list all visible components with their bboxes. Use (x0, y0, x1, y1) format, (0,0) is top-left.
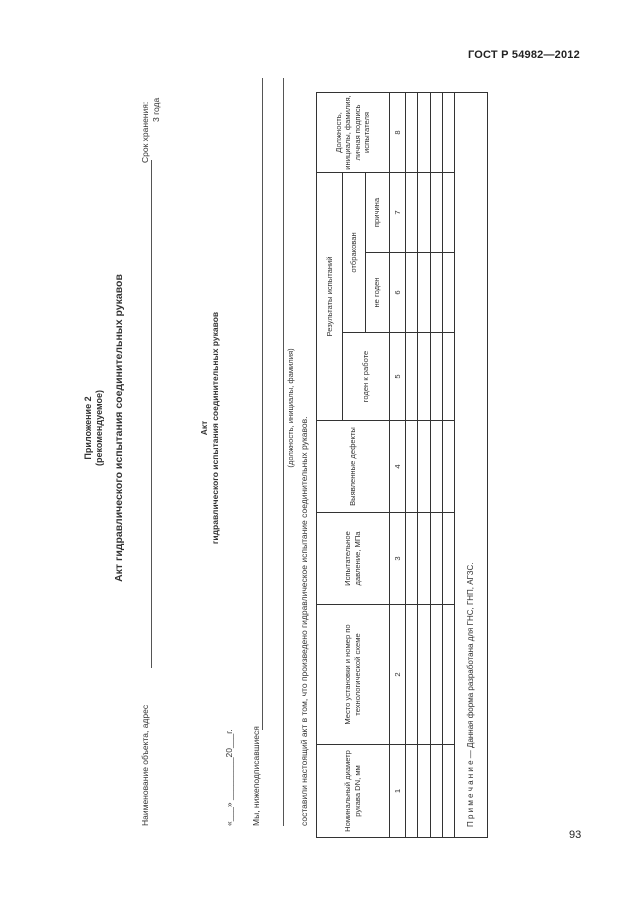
object-line (151, 160, 152, 668)
column-number: 1 (389, 745, 406, 838)
column-number: 6 (389, 253, 406, 333)
signers-hint: (должность, инициалы, фамилия) (286, 348, 295, 468)
header-diameter: Номинальный диаметр рукава DN, мм (317, 745, 390, 838)
column-number: 4 (389, 421, 406, 513)
signers-label: Мы, нижеподписавшиеся (251, 726, 261, 826)
column-number: 5 (389, 333, 406, 421)
test-results-table (316, 92, 488, 838)
note-row (454, 92, 487, 837)
appendix-title: Приложение 2 (83, 396, 93, 460)
table-row (442, 92, 454, 837)
column-number: 8 (389, 92, 406, 172)
signers-line (262, 78, 263, 730)
column-number: 2 (389, 605, 406, 745)
header-unfit: не годен (365, 253, 389, 333)
header-results: Результаты испытаний (317, 172, 343, 420)
column-number: 7 (389, 172, 406, 252)
header-fit: годен к работе (343, 333, 389, 421)
table-row (418, 92, 430, 837)
header-defects: Выявленные дефекты (317, 421, 390, 513)
standard-number: ГОСТ Р 54982—2012 (468, 49, 580, 61)
storage-label: Срок хранения: (140, 101, 150, 163)
appendix-status: (рекомендуемое) (94, 390, 104, 466)
storage-value: 3 года (151, 97, 161, 122)
table-row (430, 92, 442, 837)
appendix-heading: Акт гидравлического испытания соединительных рукавов (113, 274, 125, 582)
page-number: 93 (569, 829, 582, 841)
act-subtitle: гидравлического испытания соединительных рукавов (210, 311, 220, 545)
object-label: Наименование объекта, адрес (140, 704, 150, 826)
column-number: 3 (389, 513, 406, 605)
date-line: «___» _________20___г. (224, 729, 234, 826)
rotated-form (75, 18, 485, 838)
header-tester: Должность, инициалы, фамилия, личная подпись испытателя (317, 92, 390, 172)
header-pressure: Испытательное давление, МПа (317, 513, 390, 605)
note-label: П р и м е ч а н и е (465, 760, 475, 827)
header-location: Место установки и номер по технологической схеме (317, 605, 390, 745)
note-text: — Данная форма разработана для ГНС, ГНП, АГЗС. (465, 562, 475, 761)
header-reason: причина (365, 172, 389, 252)
header-rejected: отбракован (343, 172, 365, 332)
act-title: Акт (199, 420, 209, 436)
table-row (406, 92, 418, 837)
column-number-row (389, 92, 406, 837)
statement-text: составили настоящий акт в том, что произведено гидравлическое испытание соединительных рукавов. (299, 416, 309, 826)
signers-line-2 (283, 78, 284, 826)
